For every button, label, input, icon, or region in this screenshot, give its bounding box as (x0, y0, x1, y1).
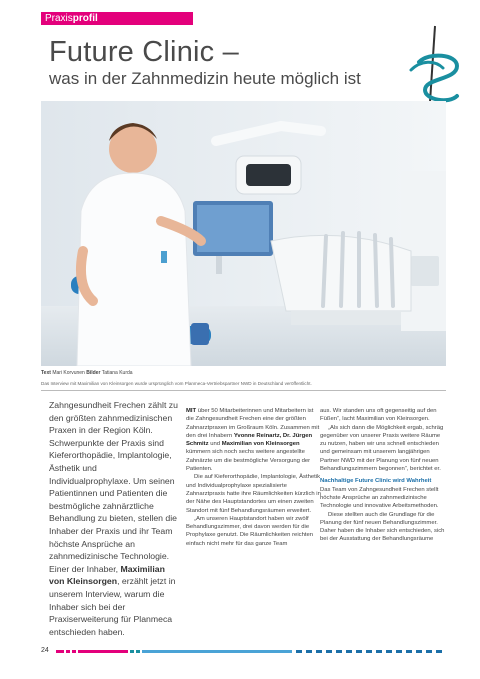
photo-caption: Das Interview mit Maximilian von Kleinsorgen wurde ursprünglich vom Planmeca-Vertriebspartner NWD in Deutschland veröffentlicht. (41, 381, 312, 386)
article-photo (41, 101, 446, 366)
col3-paragraph-3: Das Team von Zahngesundheit Frechen stellt höchste Ansprüche an zahnmedizinische Technologie und innovative Arbeitsmethoden. (320, 486, 439, 510)
section-rubric (41, 12, 193, 25)
col3-paragraph-1: aus. Wir standen uns oft gegenseitig auf den Füßen“, lacht Maximilian von Kleinsorgen. (320, 408, 437, 423)
col2-paragraph-1: MIT über 50 Mitarbeiterinnen und Mitarbeitern ist die Zahngesundheit Frechen eine der größten Zahnarztpraxen im Großraum Köln. Zusammen mit den drei Inhabern Yvonne Reinartz, Dr. Jürgen Schmitz und Maximilian von Kleinsorgen kümmern sich noch sechs weitere angestellte Zahnärzte um die bestmögliche Versorgung der Patienten. (186, 408, 320, 473)
body-column-2 (186, 407, 321, 548)
rubric-bold: profil (72, 13, 98, 24)
divider (41, 390, 446, 391)
col3-paragraph-4: Diese stellten auch die Grundlage für die Planung der fünf neuen Behandlungszimmer. Daher haben die Inhaber sich entschieden, sich bei der Ausstattung der Behandlungsräume (320, 511, 445, 543)
article-subtitle: was in der Zahnmedizin heute möglich ist (49, 69, 361, 88)
photo-credit: Text Mari Korvunen Bilder Tatiana Kurda (41, 370, 133, 376)
page-number: 24 (41, 647, 49, 654)
footer-decoration-bar (56, 650, 448, 653)
intro-name: Maximilian von Kleinsorgen (49, 563, 165, 587)
rubric-light: Praxis (45, 13, 73, 24)
col2-paragraph-3: „Am unseren Hauptstandort haben wir zwölf Behandlungszimmer, drei davon werden für die Prophylaxe genutzt. Die Räumlichkeiten reichten einfach nicht mehr für das ganze Team (186, 515, 314, 547)
article-title: Future Clinic – (49, 36, 239, 68)
dental-clinic-photo (41, 101, 446, 366)
col3-subheading: Nachhaltige Future Clinic wird Wahrheit (320, 478, 432, 485)
intro-paragraph: Zahngesundheit Frechen zählt zu den größten zahnmedizinischen Praxen in der Region Köln. Schwerpunkte der Praxis sind Kieferorthopädie, Implantologie, Ästhetik und Individualprophylaxe. Um seinen Patientinnen und Patienten die bestmögliche zahnärztliche Behandlung zu bieten, stellen die Inhaber der Praxis und ihr Team höchste Ansprüche an zahnmedizinische Technologie. Einer der Inhaber, Maximilian von Kleinsorgen, erzählt jetzt in unserem Interview, warum die Inhaber sich bei der Praxiserweiterung für Planmeca entschieden haben. (49, 400, 178, 637)
col3-paragraph-2: „Als sich dann die Möglichkeit ergab, schräg gegenüber von unserer Praxis weitere Räume zu nutzen, haben wir uns schnell entschieden und gemeinsam mit unserem langjährigen Partner NWD mit der Planung von fünf neuen Behandlungszimmern begonnen“, berichtet er. (320, 424, 444, 473)
col2-paragraph-2: Die auf Kieferorthopädie, Implantologie, Ästhetik und Individualprophylaxe spezialisierte Zahnarztpraxis hatte ihre Räumlichkeiten kürzlich in der Nähe des Hauptstandortes um einen zweiten Standort mit fünf Behandlungsräumen erweitert. (186, 474, 321, 514)
body-column-3 (320, 407, 448, 544)
